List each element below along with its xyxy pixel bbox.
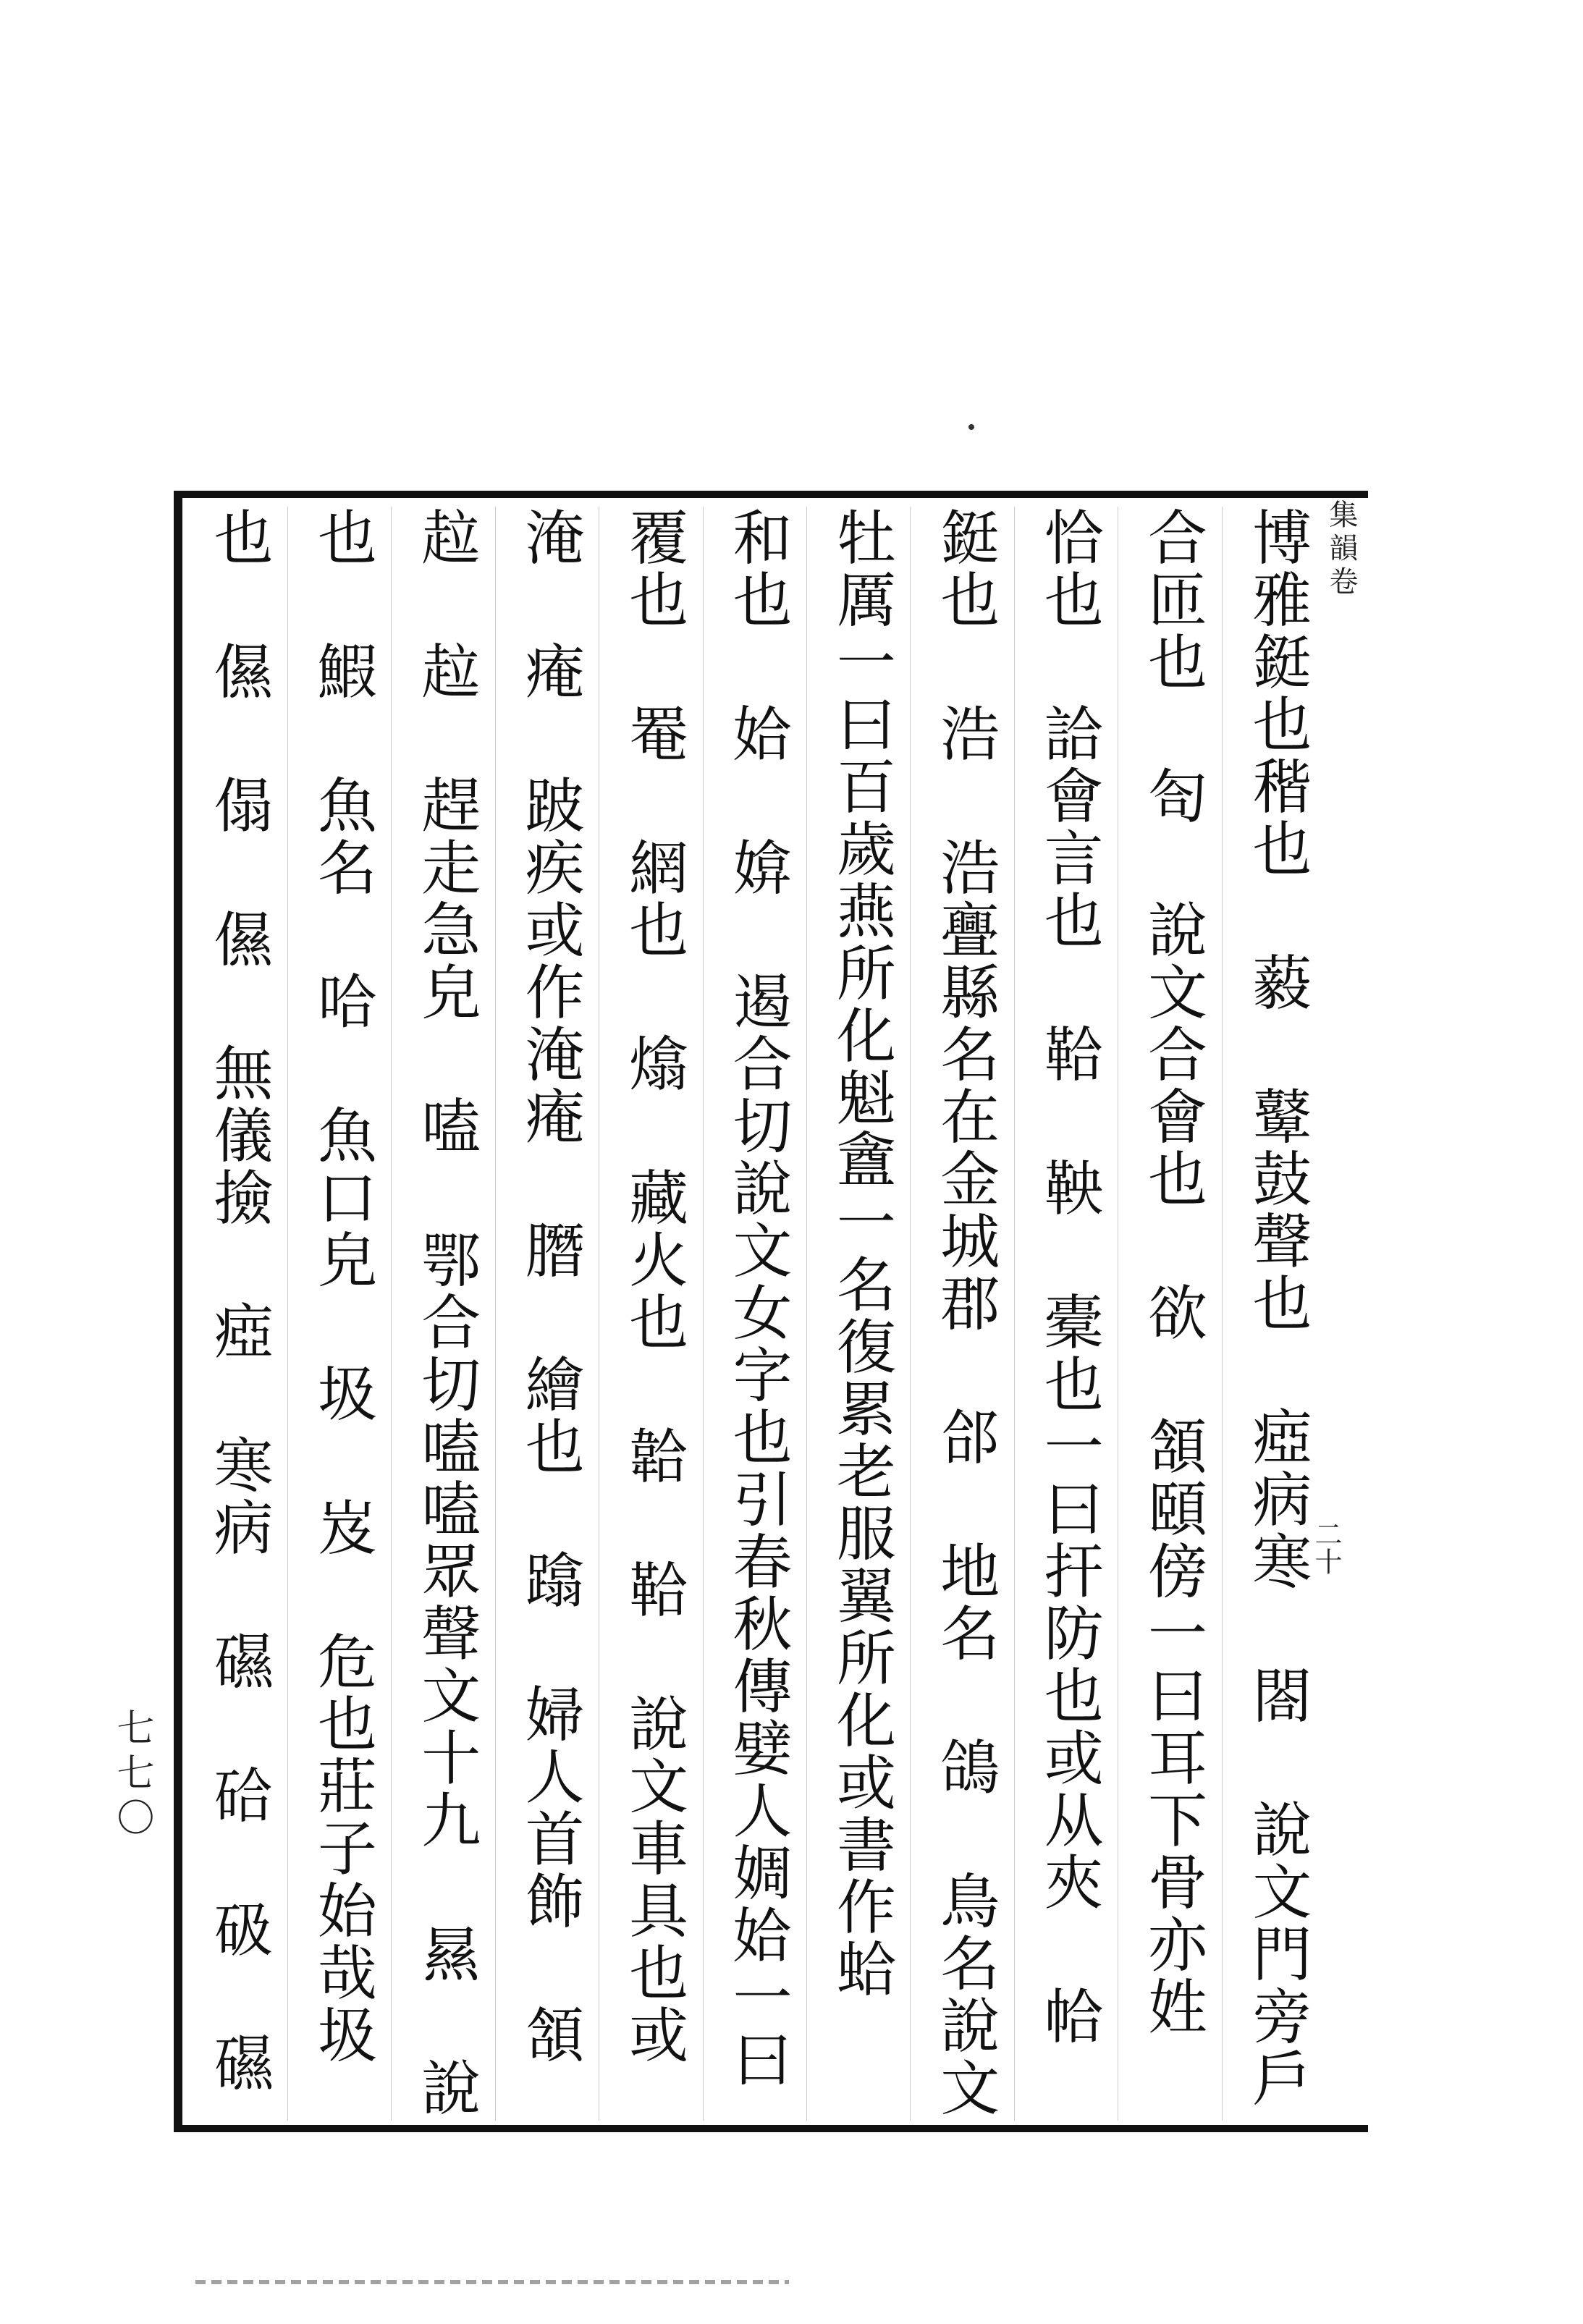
text-column-3: 恰也 詥會言也 鞈 鞅 橐也一曰扞防也或从夾 帢 — [1020, 507, 1118, 2121]
text-column-5: 牡厲一曰百歲燕所化魁盦一名復累老服翼所化或書作蛤 — [812, 507, 911, 2121]
text-column-7: 覆也 罨 網也 熻 藏火也 韐 鞈 說文車具也或 — [605, 507, 704, 2121]
text-column-8: 淹 痷 跛疾或作淹痷 䐶 繪也 蹹 婦人首飾 頷 — [501, 507, 599, 2121]
text-column-9: 趇 趇 趕走急皃 嗑 鄂合切嗑嗑眾聲文十九 㬎 說 — [397, 507, 496, 2121]
folio-mark: 二十 — [1310, 1520, 1342, 1575]
text-column-1: 博雅鋌也稭也 藙 鼙鼓聲也 瘂病寒 閤 說文門旁戶 — [1242, 507, 1312, 2110]
text-column-11: 也 儑 傝 儑 無儀撿 瘂 寒病 礘 硆 砐 礘 — [190, 507, 288, 2121]
ink-dot — [968, 424, 974, 430]
text-columns — [190, 507, 1326, 2121]
text-column-2: 合匝也 匌 說文合會也 欲 頷頤傍一曰耳下骨亦姓 — [1124, 507, 1223, 2121]
text-column-4: 鋌也 浩 浩亹縣名在金城郡 郃 地名 鴿 鳥名說文 — [916, 507, 1015, 2121]
text-column-6: 和也 姶 媕 遏合切說文女字也引春秋傳嬖人婤姶一曰 — [709, 507, 807, 2121]
page-number: 七七〇 — [110, 1708, 153, 1843]
scan-edge-artifact — [195, 2280, 789, 2284]
text-column-10: 也 鰕 魚名 哈 魚口皃 圾 岌 危也莊子始哉圾 — [293, 507, 392, 2121]
running-header: 集韻卷 — [1325, 499, 1358, 599]
